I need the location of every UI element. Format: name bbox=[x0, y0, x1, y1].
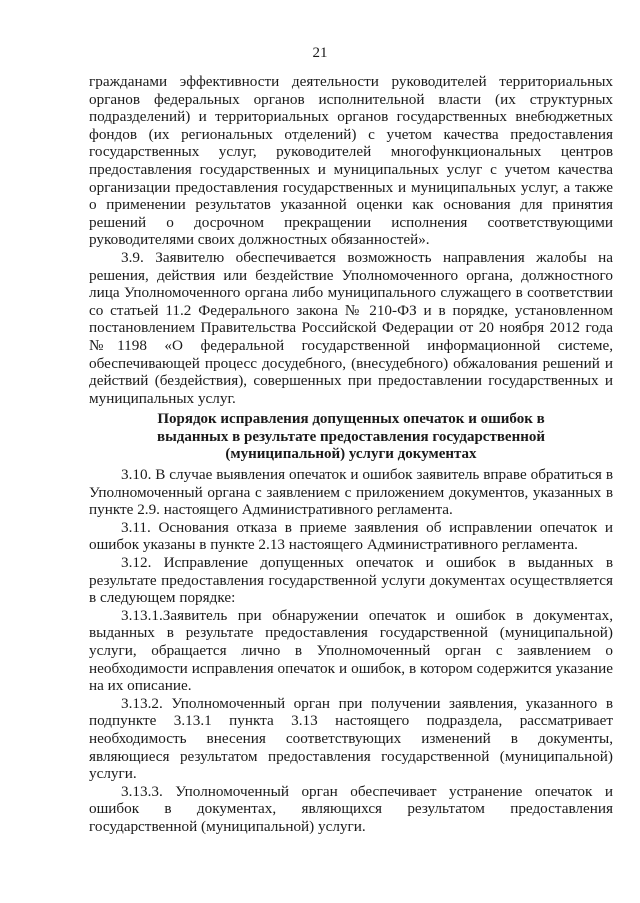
heading-line: выданных в результате предоставления государственной bbox=[156, 428, 545, 445]
body-text-top bbox=[89, 73, 613, 407]
section-heading bbox=[89, 411, 613, 464]
heading-line: (муниципальной) услуги документах bbox=[225, 446, 477, 463]
page-number: 21 bbox=[312, 45, 328, 61]
paragraph-3-13-2: 3.13.2. Уполномоченный орган при получении заявления, указанного в подпункте 3.13.1 пункта 3.13 настоящего подраздела, рассматривает необходимость внесения соответствующих изменений в документы, являющиеся результатом предоставления государственной (муниципальной) услуги. bbox=[89, 694, 613, 783]
paragraph-3-12: 3.12. Исправление допущенных опечаток и ошибок в выданных в результате предоставления государственной услуги документах осуществляется в следующем порядке: bbox=[89, 553, 613, 607]
paragraph-continuation: гражданами эффективности деятельности руководителей территориальных органов федеральных органов исполнительной власти (их структурных подразделений) и территориальных органов государственных внебюджетных фондов (их региональных отделений) с учетом качества предоставления государственных услуг, руководителей многофункциональных центров предоставления государственных и муниципальных услуг с учетом качества организации предоставления государственных и муниципальных услуг, а также о применении результатов указанной оценки как основания для принятия решений о досрочном прекращении исполнения соответствующими руководителями своих должностных обязанностей». bbox=[89, 73, 613, 249]
paragraph-3-9: 3.9. Заявителю обеспечивается возможность направления жалобы на решения, действия или бездействие Уполномоченного органа, должностного лица Уполномоченного органа либо муниципального служащего в соответствии со статьей 11.2 Федерального закона № 210-ФЗ и в порядке, установленном постановлением Правительства Российской Федерации от 20 ноября 2012 года №1198 «О федеральной государственной информационной системе, обеспечивающей процесс досудебного, (внесудебного) обжалования решений и действий (бездействия), совершенных при предоставлении государственных и муниципальных услуг. bbox=[89, 248, 613, 407]
paragraph-3-13-3: 3.13.3. Уполномоченный орган обеспечивает устранение опечаток и ошибок в документах, являющихся результатом предоставления государственной (муниципальной) услуги. bbox=[89, 782, 613, 835]
body-text-bottom bbox=[89, 466, 613, 835]
paragraph-3-13-1: 3.13.1.Заявитель при обнаружении опечаток и ошибок в документах, выданных в результате предоставления государственной (муниципальной) услуги, обращается лично в Уполномоченный орган с заявлением о необходимости исправления опечаток и ошибок, в котором содержится указание на их описание. bbox=[89, 606, 613, 695]
paragraph-3-11: 3.11. Основания отказа в приеме заявления об исправлении опечаток и ошибок указаны в пункте 2.13 настоящего Административного регламента. bbox=[89, 518, 613, 554]
heading-line: Порядок исправления допущенных опечаток и ошибок в bbox=[157, 411, 545, 427]
paragraph-3-10: 3.10. В случае выявления опечаток и ошибок заявитель вправе обратиться в Уполномоченный органа с заявлением с приложением документов, указанных в пункте 2.9. настоящего Административного регламента. bbox=[89, 466, 613, 519]
